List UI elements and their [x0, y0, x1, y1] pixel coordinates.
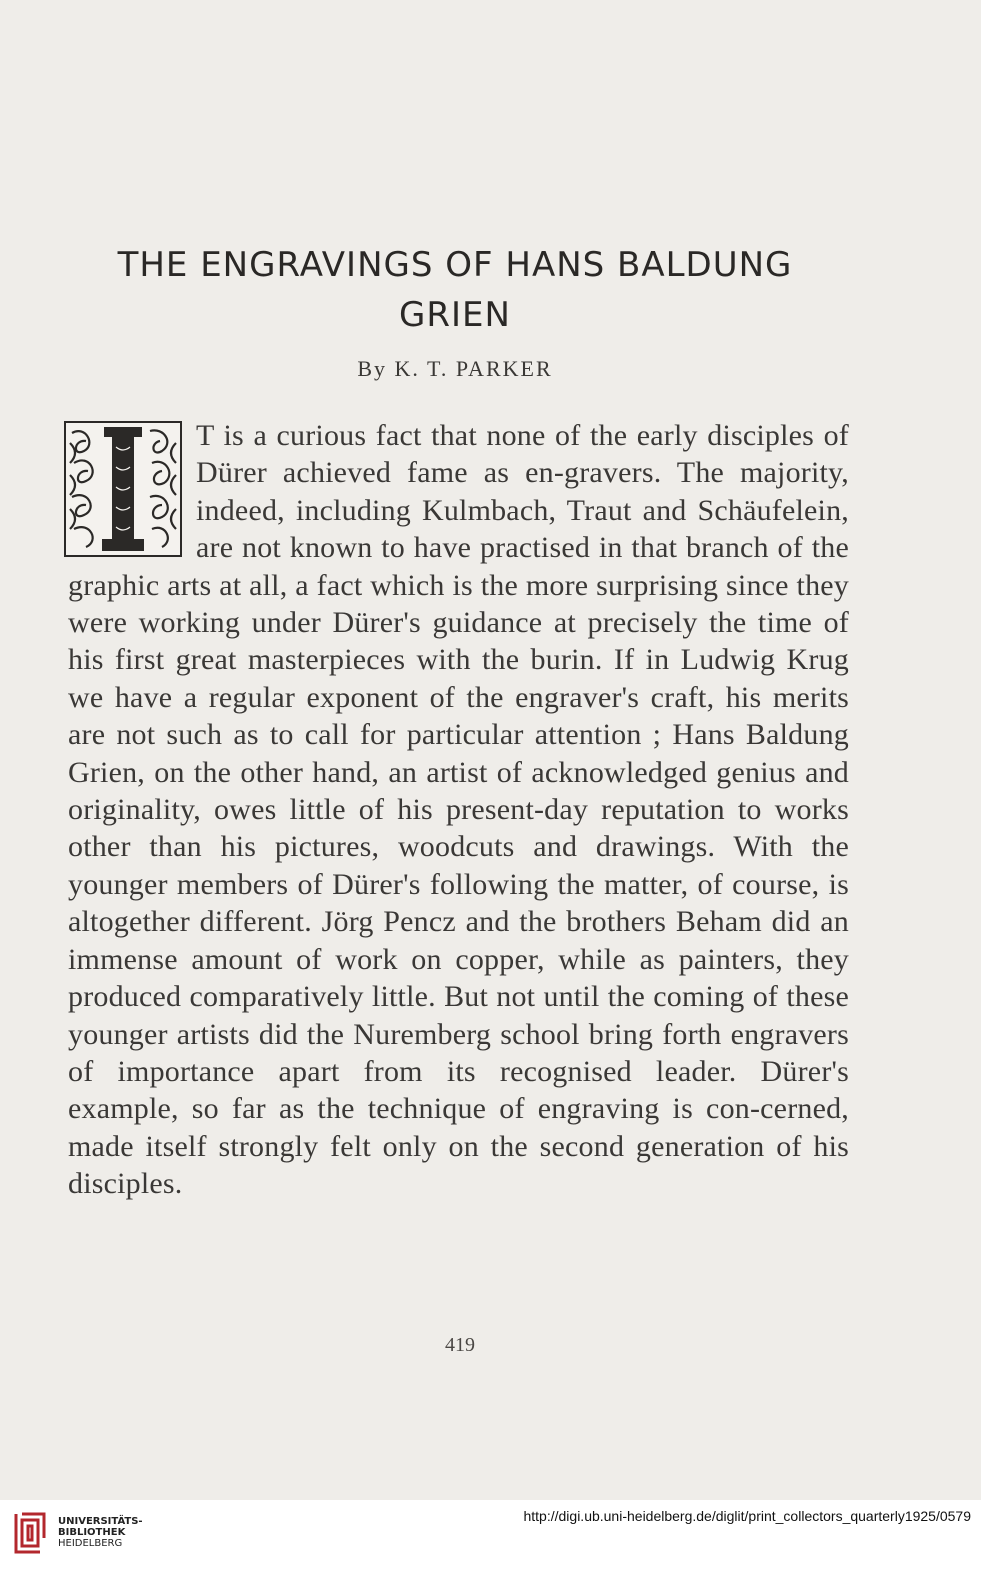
- decorated-initial-letter: [64, 421, 182, 557]
- article-byline: By K. T. PARKER: [357, 356, 553, 381]
- library-name-line-1: UNIVERSITÄTS-: [58, 1516, 143, 1527]
- page-number: 419: [445, 1334, 475, 1356]
- library-name: [58, 1516, 143, 1549]
- source-url-link[interactable]: http://digi.ub.uni-heidelberg.de/diglit/print_collectors_quarterly1925/0579: [523, 1508, 971, 1524]
- article-body: [68, 417, 849, 1203]
- article-title: THE ENGRAVINGS OF HANS BALDUNG GRIEN: [117, 245, 793, 335]
- library-name-line-2: BIBLIOTHEK: [58, 1527, 126, 1538]
- ornament-icon: [66, 423, 180, 555]
- library-name-line-3: HEIDELBERG: [58, 1538, 123, 1549]
- digitization-footer: [0, 1500, 981, 1571]
- library-logo-icon: [10, 1508, 50, 1558]
- article-paragraph: T is a curious fact that none of the early disciples of Dürer achieved fame as en-gravers. The majority, indeed, including Kulmbach, Traut and Schäufelein, are not known to have practised in that branch of the graphic arts at all, a fact which is the more surprising since they were working under Dürer's guidance at precisely the time of his first great masterpieces with the burin. If in Ludwig Krug we have a regular exponent of the engraver's craft, his merits are not such as to call for particular attention ; Hans Baldung Grien, on the other hand, an artist of acknowledged genius and originality, owes little of his present-day reputation to works other than his pictures, woodcuts and drawings. With the younger members of Dürer's following the matter, of course, is altogether different. Jörg Pencz and the brothers Beham did an immense amount of work on copper, while as painters, they produced comparatively little. But not until the coming of these younger artists did the Nuremberg school bring forth engravers of importance apart from its recognised leader. Dürer's example, so far as the technique of engraving is con-cerned, made itself strongly felt only on the second generation of his disciples.: [68, 419, 849, 1201]
